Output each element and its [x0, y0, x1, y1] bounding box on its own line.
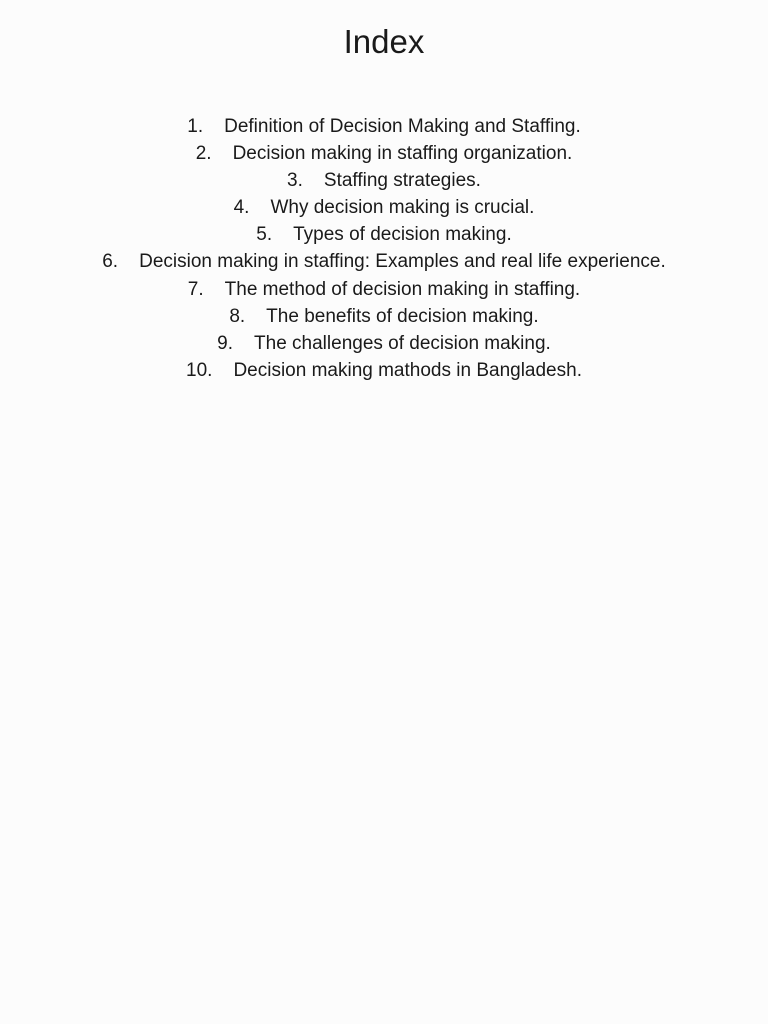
item-number: 4. [233, 197, 250, 219]
index-item-8 [0, 303, 768, 330]
item-number: 10. [186, 359, 213, 381]
item-number: 8. [229, 305, 246, 327]
item-number: 7. [187, 278, 204, 300]
item-text: Why decision making is crucial. [270, 197, 535, 219]
index-item-2 [0, 140, 768, 167]
item-text: Staffing strategies. [323, 170, 481, 192]
index-item-5 [0, 221, 768, 248]
item-text: Decision making in staffing: Examples and real life experience. [139, 251, 666, 273]
item-number: 1. [187, 116, 204, 137]
item-number: 3. [287, 170, 303, 192]
index-item-7 [0, 276, 768, 303]
item-text: Decision making in staffing organization. [232, 143, 573, 165]
item-number: 5. [256, 224, 273, 246]
item-text: Definition of Decision Making and Staffing. [224, 116, 581, 137]
index-list [0, 113, 768, 384]
item-number: 2. [195, 143, 212, 165]
index-item-9 [0, 330, 768, 357]
index-item-4 [0, 194, 768, 221]
item-text: Decision making mathods in Bangladesh. [233, 359, 582, 381]
item-text: The method of decision making in staffing. [224, 278, 581, 300]
item-text: The benefits of decision making. [266, 305, 539, 327]
page-title: Index [343, 23, 425, 60]
item-number: 9. [217, 332, 234, 354]
index-item-6 [0, 248, 768, 275]
index-item-1 [0, 113, 768, 140]
index-item-10 [0, 357, 768, 384]
item-number: 6. [102, 251, 119, 273]
item-text: The challenges of decision making. [254, 332, 551, 354]
item-text: Types of decision making. [293, 224, 512, 246]
index-item-3 [0, 167, 768, 194]
